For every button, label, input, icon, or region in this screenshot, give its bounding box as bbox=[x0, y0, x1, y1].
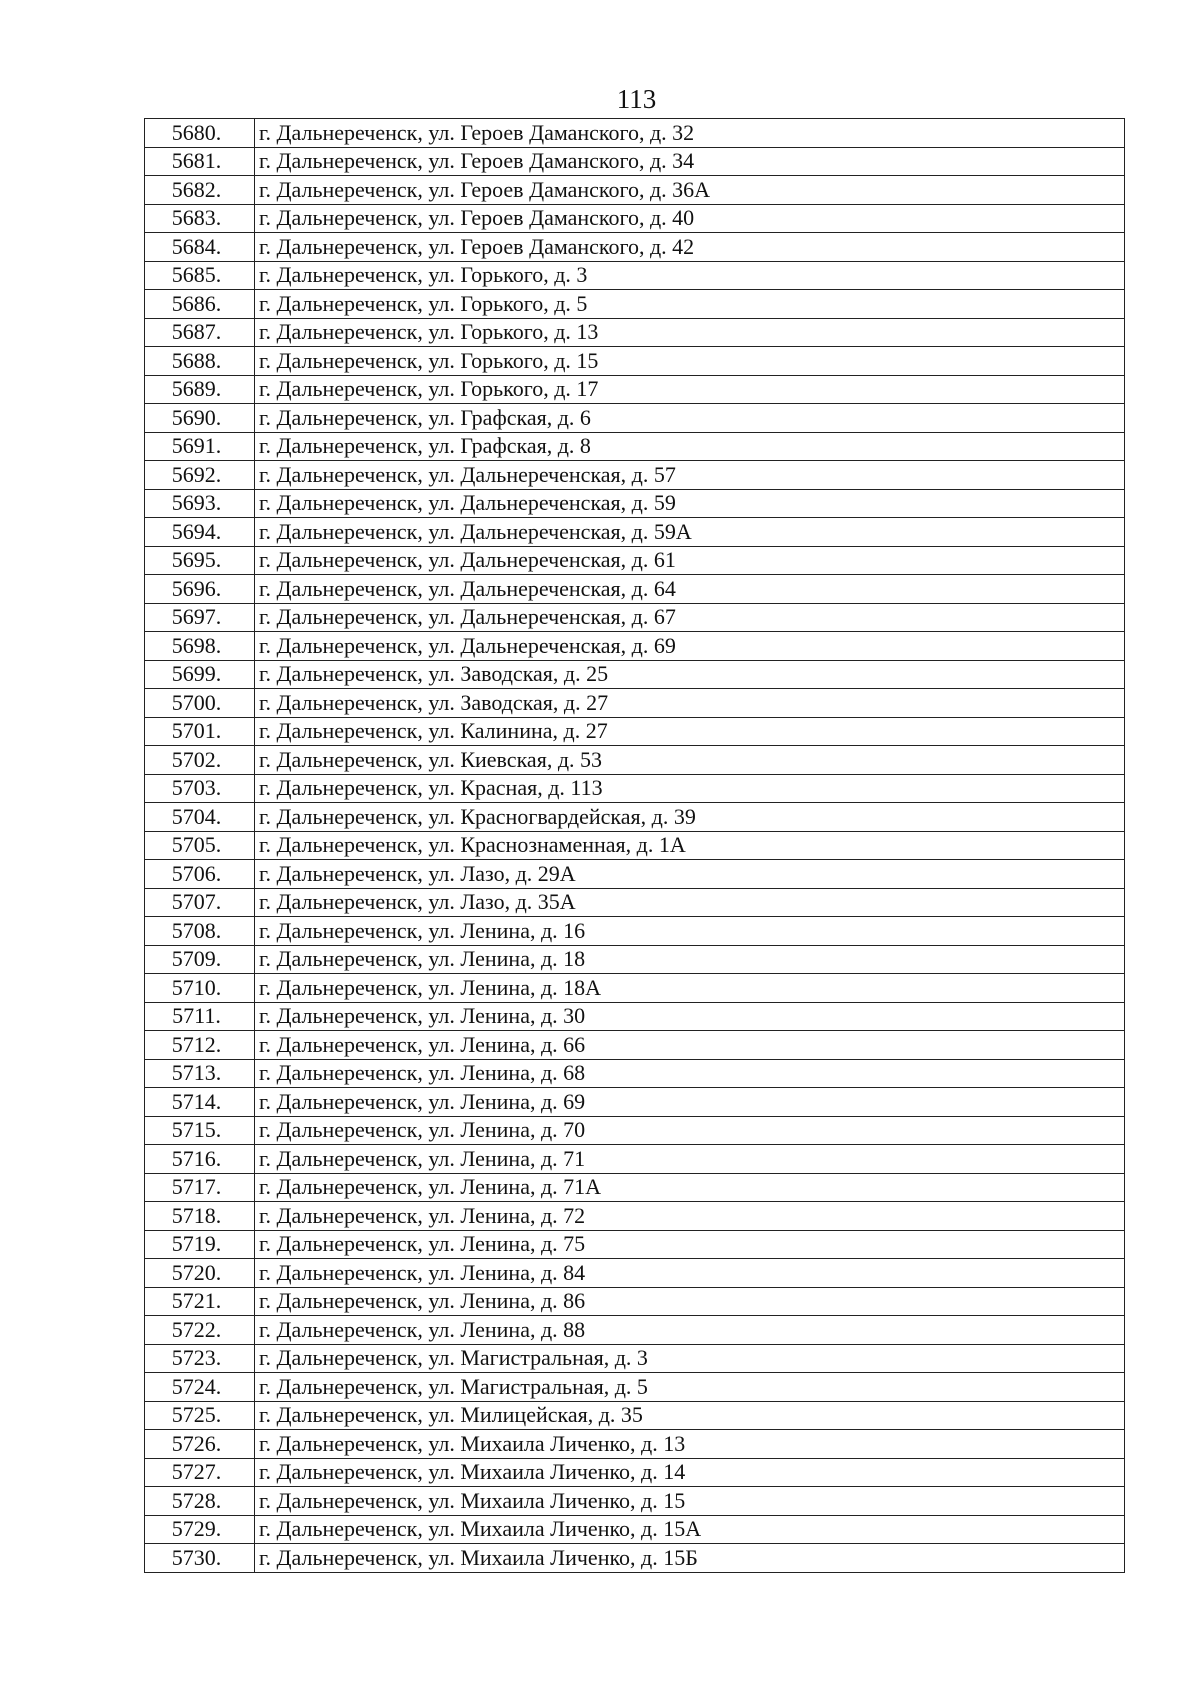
row-number: 5688. bbox=[145, 347, 255, 376]
row-number: 5698. bbox=[145, 632, 255, 661]
table-row bbox=[145, 1544, 1125, 1573]
row-number: 5714. bbox=[145, 1088, 255, 1117]
table-row bbox=[145, 1145, 1125, 1174]
row-number: 5687. bbox=[145, 318, 255, 347]
row-number: 5701. bbox=[145, 717, 255, 746]
row-address: г. Дальнереченск, ул. Горького, д. 5 bbox=[255, 290, 1125, 319]
row-number: 5702. bbox=[145, 746, 255, 775]
row-address: г. Дальнереченск, ул. Ленина, д. 30 bbox=[255, 1002, 1125, 1031]
row-number: 5681. bbox=[145, 147, 255, 176]
table-row bbox=[145, 603, 1125, 632]
row-number: 5706. bbox=[145, 860, 255, 889]
table-row bbox=[145, 233, 1125, 262]
table-row bbox=[145, 660, 1125, 689]
row-address: г. Дальнереченск, ул. Горького, д. 17 bbox=[255, 375, 1125, 404]
table-row bbox=[145, 974, 1125, 1003]
row-number: 5722. bbox=[145, 1316, 255, 1345]
row-address: г. Дальнереченск, ул. Милицейская, д. 35 bbox=[255, 1401, 1125, 1430]
table-row bbox=[145, 717, 1125, 746]
table-row bbox=[145, 1316, 1125, 1345]
row-number: 5703. bbox=[145, 774, 255, 803]
table-row bbox=[145, 290, 1125, 319]
table-row bbox=[145, 518, 1125, 547]
row-address: г. Дальнереченск, ул. Михаила Личенко, д. 15Б bbox=[255, 1544, 1125, 1573]
row-address: г. Дальнереченск, ул. Михаила Личенко, д. 14 bbox=[255, 1458, 1125, 1487]
row-address: г. Дальнереченск, ул. Дальнереченская, д. 57 bbox=[255, 461, 1125, 490]
table-row bbox=[145, 546, 1125, 575]
row-address: г. Дальнереченск, ул. Магистральная, д. 5 bbox=[255, 1373, 1125, 1402]
table-row bbox=[145, 461, 1125, 490]
row-number: 5727. bbox=[145, 1458, 255, 1487]
table-row bbox=[145, 1287, 1125, 1316]
table-row bbox=[145, 119, 1125, 148]
table-row bbox=[145, 375, 1125, 404]
row-address: г. Дальнереченск, ул. Горького, д. 13 bbox=[255, 318, 1125, 347]
row-number: 5693. bbox=[145, 489, 255, 518]
table-row bbox=[145, 261, 1125, 290]
row-address: г. Дальнереченск, ул. Ленина, д. 18А bbox=[255, 974, 1125, 1003]
row-number: 5690. bbox=[145, 404, 255, 433]
row-address: г. Дальнереченск, ул. Горького, д. 3 bbox=[255, 261, 1125, 290]
table-row bbox=[145, 689, 1125, 718]
row-address: г. Дальнереченск, ул. Героев Даманского, д. 32 bbox=[255, 119, 1125, 148]
row-address: г. Дальнереченск, ул. Ленина, д. 88 bbox=[255, 1316, 1125, 1345]
row-address: г. Дальнереченск, ул. Графская, д. 6 bbox=[255, 404, 1125, 433]
table-row bbox=[145, 1088, 1125, 1117]
row-number: 5720. bbox=[145, 1259, 255, 1288]
table-row bbox=[145, 432, 1125, 461]
table-row bbox=[145, 347, 1125, 376]
table-row bbox=[145, 945, 1125, 974]
row-number: 5700. bbox=[145, 689, 255, 718]
row-address: г. Дальнереченск, ул. Дальнереченская, д. 69 bbox=[255, 632, 1125, 661]
row-address: г. Дальнереченск, ул. Заводская, д. 27 bbox=[255, 689, 1125, 718]
table-row bbox=[145, 1230, 1125, 1259]
row-address: г. Дальнереченск, ул. Ленина, д. 71А bbox=[255, 1173, 1125, 1202]
table-row bbox=[145, 1373, 1125, 1402]
row-number: 5691. bbox=[145, 432, 255, 461]
row-number: 5699. bbox=[145, 660, 255, 689]
table-row bbox=[145, 1059, 1125, 1088]
row-number: 5689. bbox=[145, 375, 255, 404]
table-row bbox=[145, 1259, 1125, 1288]
row-number: 5684. bbox=[145, 233, 255, 262]
row-number: 5725. bbox=[145, 1401, 255, 1430]
table-row bbox=[145, 1401, 1125, 1430]
row-number: 5697. bbox=[145, 603, 255, 632]
table-row bbox=[145, 1173, 1125, 1202]
row-number: 5718. bbox=[145, 1202, 255, 1231]
row-address: г. Дальнереченск, ул. Лазо, д. 29А bbox=[255, 860, 1125, 889]
row-number: 5716. bbox=[145, 1145, 255, 1174]
table-row bbox=[145, 632, 1125, 661]
row-address: г. Дальнереченск, ул. Ленина, д. 18 bbox=[255, 945, 1125, 974]
table-row bbox=[145, 1202, 1125, 1231]
row-number: 5713. bbox=[145, 1059, 255, 1088]
row-number: 5730. bbox=[145, 1544, 255, 1573]
table-row bbox=[145, 176, 1125, 205]
row-number: 5717. bbox=[145, 1173, 255, 1202]
row-number: 5705. bbox=[145, 831, 255, 860]
page-number: 113 bbox=[616, 84, 657, 114]
row-number: 5686. bbox=[145, 290, 255, 319]
row-address: г. Дальнереченск, ул. Ленина, д. 72 bbox=[255, 1202, 1125, 1231]
row-address: г. Дальнереченск, ул. Дальнереченская, д. 61 bbox=[255, 546, 1125, 575]
table-row bbox=[145, 1430, 1125, 1459]
row-number: 5709. bbox=[145, 945, 255, 974]
row-address: г. Дальнереченск, ул. Дальнереченская, д. 64 bbox=[255, 575, 1125, 604]
table-row bbox=[145, 147, 1125, 176]
row-number: 5694. bbox=[145, 518, 255, 547]
table-row bbox=[145, 489, 1125, 518]
row-number: 5696. bbox=[145, 575, 255, 604]
row-address: г. Дальнереченск, ул. Михаила Личенко, д. 13 bbox=[255, 1430, 1125, 1459]
row-address: г. Дальнереченск, ул. Красная, д. 113 bbox=[255, 774, 1125, 803]
row-number: 5692. bbox=[145, 461, 255, 490]
row-number: 5708. bbox=[145, 917, 255, 946]
table-row bbox=[145, 1515, 1125, 1544]
row-address: г. Дальнереченск, ул. Ленина, д. 69 bbox=[255, 1088, 1125, 1117]
row-number: 5707. bbox=[145, 888, 255, 917]
table-row bbox=[145, 803, 1125, 832]
row-address: г. Дальнереченск, ул. Графская, д. 8 bbox=[255, 432, 1125, 461]
row-address: г. Дальнереченск, ул. Красногвардейская, д. 39 bbox=[255, 803, 1125, 832]
row-address: г. Дальнереченск, ул. Дальнереченская, д. 59 bbox=[255, 489, 1125, 518]
row-number: 5721. bbox=[145, 1287, 255, 1316]
row-number: 5724. bbox=[145, 1373, 255, 1402]
row-number: 5695. bbox=[145, 546, 255, 575]
row-address: г. Дальнереченск, ул. Магистральная, д. 3 bbox=[255, 1344, 1125, 1373]
row-address: г. Дальнереченск, ул. Михаила Личенко, д. 15 bbox=[255, 1487, 1125, 1516]
table-row bbox=[145, 888, 1125, 917]
row-address: г. Дальнереченск, ул. Ленина, д. 84 bbox=[255, 1259, 1125, 1288]
row-address: г. Дальнереченск, ул. Калинина, д. 27 bbox=[255, 717, 1125, 746]
table-row bbox=[145, 746, 1125, 775]
row-number: 5683. bbox=[145, 204, 255, 233]
row-number: 5711. bbox=[145, 1002, 255, 1031]
row-address: г. Дальнереченск, ул. Героев Даманского, д. 36А bbox=[255, 176, 1125, 205]
table-row bbox=[145, 1031, 1125, 1060]
row-number: 5712. bbox=[145, 1031, 255, 1060]
row-number: 5723. bbox=[145, 1344, 255, 1373]
table-row bbox=[145, 204, 1125, 233]
row-address: г. Дальнереченск, ул. Ленина, д. 16 bbox=[255, 917, 1125, 946]
row-number: 5728. bbox=[145, 1487, 255, 1516]
table-row bbox=[145, 917, 1125, 946]
row-address: г. Дальнереченск, ул. Михаила Личенко, д. 15А bbox=[255, 1515, 1125, 1544]
row-address: г. Дальнереченск, ул. Киевская, д. 53 bbox=[255, 746, 1125, 775]
table-row bbox=[145, 404, 1125, 433]
table-row bbox=[145, 831, 1125, 860]
row-number: 5680. bbox=[145, 119, 255, 148]
row-address: г. Дальнереченск, ул. Лазо, д. 35А bbox=[255, 888, 1125, 917]
table-row bbox=[145, 1116, 1125, 1145]
row-address: г. Дальнереченск, ул. Заводская, д. 25 bbox=[255, 660, 1125, 689]
row-address: г. Дальнереченск, ул. Героев Даманского, д. 34 bbox=[255, 147, 1125, 176]
row-address: г. Дальнереченск, ул. Краснознаменная, д. 1А bbox=[255, 831, 1125, 860]
row-address: г. Дальнереченск, ул. Дальнереченская, д. 67 bbox=[255, 603, 1125, 632]
row-address: г. Дальнереченск, ул. Ленина, д. 68 bbox=[255, 1059, 1125, 1088]
table-row bbox=[145, 1458, 1125, 1487]
row-address: г. Дальнереченск, ул. Ленина, д. 86 bbox=[255, 1287, 1125, 1316]
row-number: 5719. bbox=[145, 1230, 255, 1259]
row-address: г. Дальнереченск, ул. Героев Даманского, д. 40 bbox=[255, 204, 1125, 233]
table-row bbox=[145, 575, 1125, 604]
row-number: 5729. bbox=[145, 1515, 255, 1544]
address-table bbox=[144, 118, 1125, 1573]
row-address: г. Дальнереченск, ул. Ленина, д. 70 bbox=[255, 1116, 1125, 1145]
row-address: г. Дальнереченск, ул. Горького, д. 15 bbox=[255, 347, 1125, 376]
table-row bbox=[145, 860, 1125, 889]
row-address: г. Дальнереченск, ул. Ленина, д. 71 bbox=[255, 1145, 1125, 1174]
row-address: г. Дальнереченск, ул. Дальнереченская, д. 59А bbox=[255, 518, 1125, 547]
table-row bbox=[145, 1344, 1125, 1373]
address-table-body bbox=[145, 119, 1125, 1573]
row-address: г. Дальнереченск, ул. Ленина, д. 66 bbox=[255, 1031, 1125, 1060]
row-number: 5710. bbox=[145, 974, 255, 1003]
table-row bbox=[145, 774, 1125, 803]
row-number: 5685. bbox=[145, 261, 255, 290]
table-row bbox=[145, 1002, 1125, 1031]
row-number: 5682. bbox=[145, 176, 255, 205]
table-row bbox=[145, 318, 1125, 347]
row-number: 5715. bbox=[145, 1116, 255, 1145]
row-number: 5704. bbox=[145, 803, 255, 832]
row-number: 5726. bbox=[145, 1430, 255, 1459]
row-address: г. Дальнереченск, ул. Ленина, д. 75 bbox=[255, 1230, 1125, 1259]
table-row bbox=[145, 1487, 1125, 1516]
row-address: г. Дальнереченск, ул. Героев Даманского, д. 42 bbox=[255, 233, 1125, 262]
